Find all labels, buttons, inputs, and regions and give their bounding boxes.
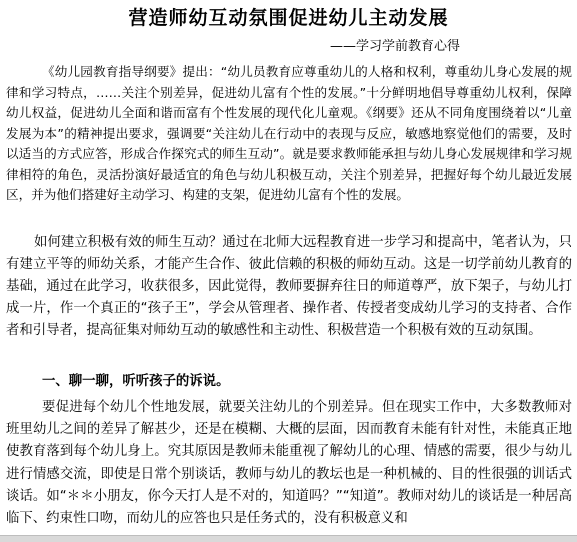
document-subtitle: ——学习学前教育心得 — [330, 39, 461, 54]
section-heading: 一、聊一聊，听听孩子的诉说。 — [42, 374, 230, 389]
body-paragraph: 如何建立积极有效的师生互动？通过在北师大远程教育进一步学习和提高中，笔者认为，只有建立平等的师幼关系，才能产生合作、彼此信赖的积极的师幼互动。这是一切学前幼儿教育的基础，通过在此学习，收获很多，因此觉得，教师要摒弃往日的师道尊严，放下架子，与幼儿打成一片，作一个真正的“孩子王”，学会从管理者、操作者、传授者变成幼儿学习的支持者、合作者和引导者，提高征集对师幼互动的敏感性和主动性、积极营造一个积极有效的互动氛围。 — [6, 235, 572, 338]
body-paragraph: 《幼儿园教育指导纲要》提出：“幼儿员教育应尊重幼儿的人格和权利，尊重幼儿身心发展的规律和学习特点，……关注个别差异，促进幼儿富有个性的发展。”十分鲜明地倡导尊重幼儿权利，保障幼儿权益，促进幼儿全面和谐而富有个性发展的现代化儿童观。《纲要》还从不同角度围绕着以“儿童发展为本”的精神提出要求，强调要“关注幼儿在行动中的表现与反应，敏感地察觉他们的需要，及时以适当的方式应答，形成合作探究式的师生互动”。就是要求教师能承担与幼儿身心发展规律和学习规律相符的角色，灵活扮演好最适宜的角色与幼儿积极互动，关注个别差异，把握好每个幼儿最近发展区，并为他们搭建好主动学习、构建的支架，促进幼儿富有个性的发展。 — [6, 64, 572, 202]
document-title: 营造师幼互动氛围促进幼儿主动发展 — [128, 7, 449, 29]
body-paragraph: 要促进每个幼儿个性地发展，就要关注幼儿的个别差异。但在现实工作中，大多数教师对班里幼儿之间的差异了解甚少，还是在模糊、大概的层面，因而教育未能有针对性，未能真正地使教育落到每个幼儿身上。究其原因是教师未能重视了解幼儿的心理、情感的需要，很少与幼儿进行情感交流，即使是日常个别谈话，教师与幼儿的教坛也是一种机械的、目的性很强的训话式谈话。如“＊＊小朋友，你今天打人是不对的，知道吗？”“知道”。教师对幼儿的谈话是一种居高临下、约束性口吻，而幼儿的应答也只是任务式的，没有积极意义和 — [6, 400, 572, 527]
